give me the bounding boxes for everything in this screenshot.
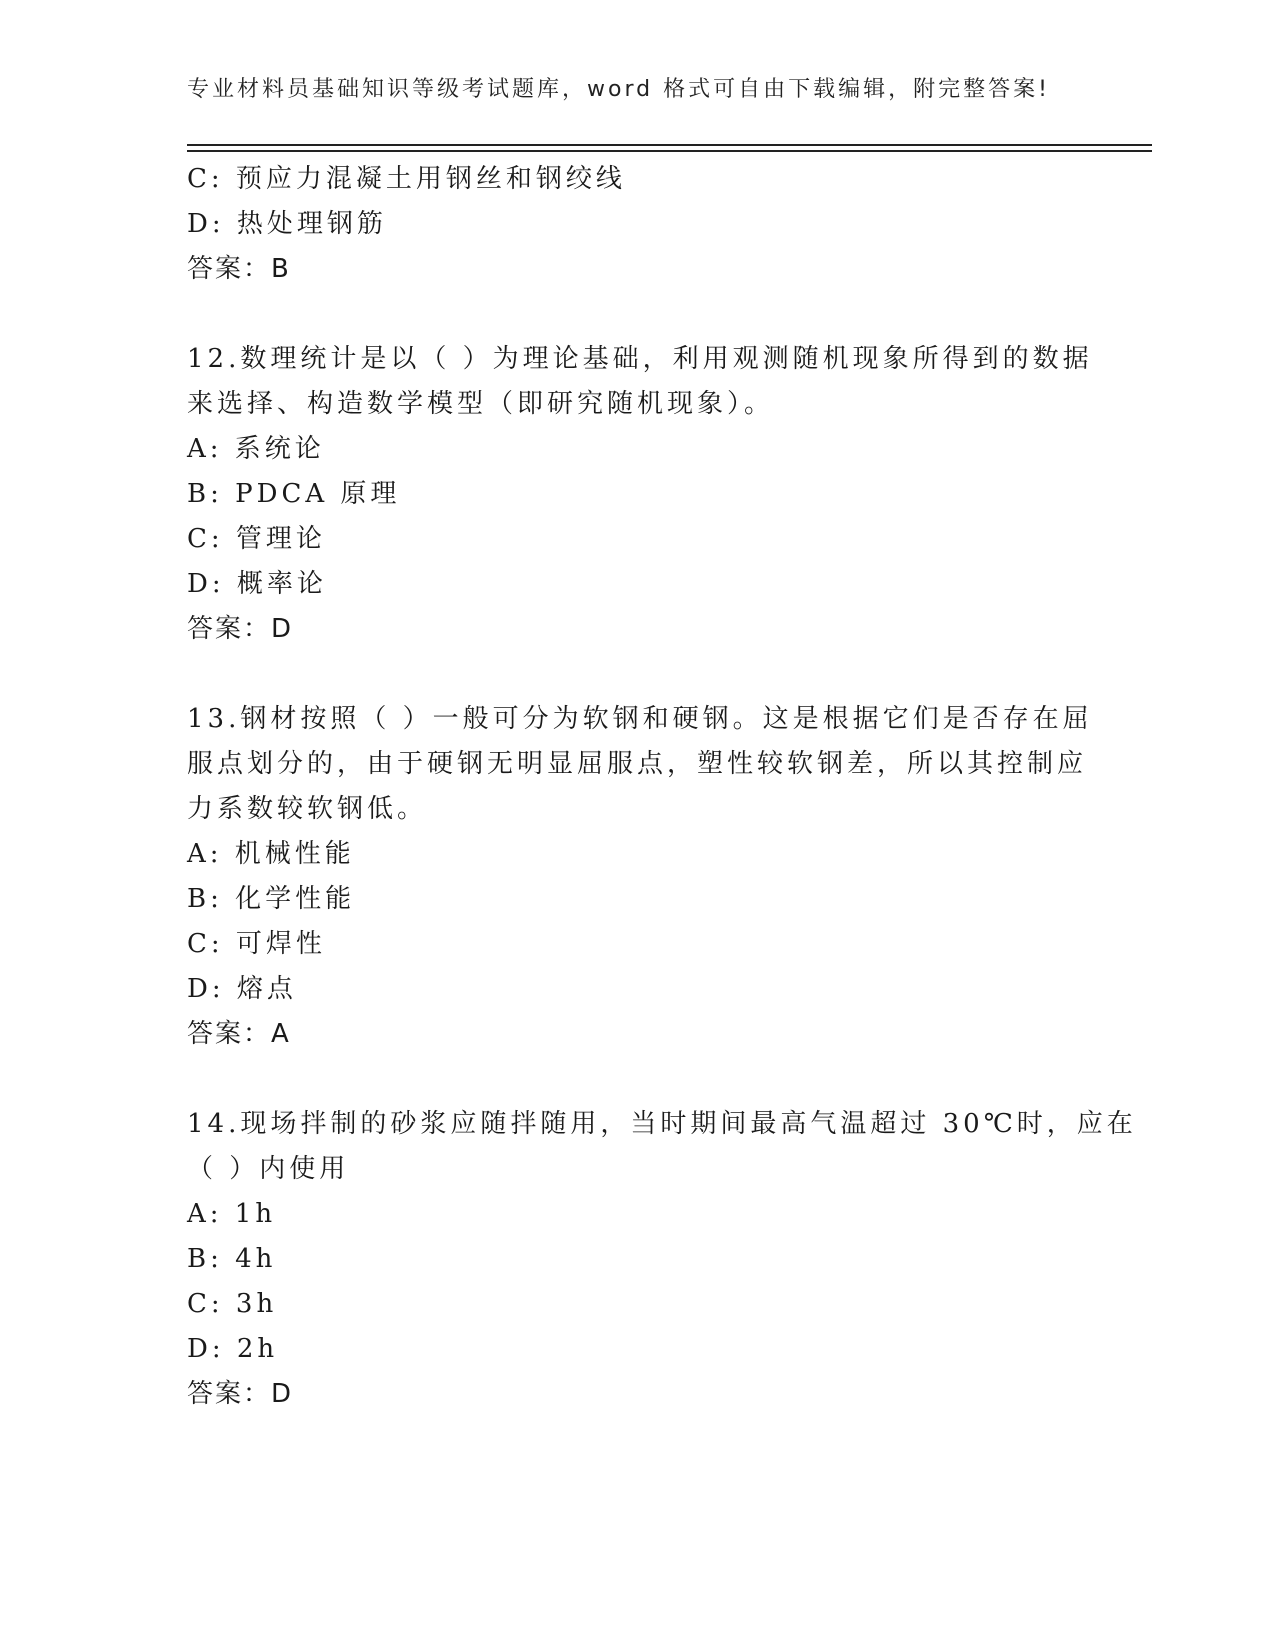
question-list [187, 157, 1137, 1417]
option: A: 系统论 [187, 434, 325, 464]
option: A: 1h [187, 1199, 277, 1229]
question-stem: 服点划分的，由于硬钢无明显屈服点，塑性较软钢差，所以其控制应 [187, 749, 1088, 779]
option: C: 3h [187, 1289, 278, 1319]
question-stem: 力系数较软钢低。 [187, 794, 428, 824]
answer: 答案：D [187, 1379, 294, 1409]
question-stem: 来选择、构造数学模型（即研究随机现象）。 [187, 389, 775, 419]
option: D: 熔点 [187, 974, 297, 1004]
option: C: 管理论 [187, 524, 326, 554]
header-rule-top [187, 144, 1152, 146]
answer: 答案：B [187, 254, 291, 284]
question-14 [187, 1102, 1137, 1417]
question-12 [187, 337, 1093, 652]
spacer [187, 652, 1087, 697]
question-13 [187, 697, 1093, 1057]
option: A: 机械性能 [187, 839, 355, 869]
option: B: PDCA 原理 [187, 479, 401, 509]
header-rule-bottom [187, 150, 1152, 152]
answer: 答案：D [187, 614, 294, 644]
option: D: 概率论 [187, 569, 327, 599]
question-stem: 14.现场拌制的砂浆应随拌随用，当时期间最高气温超过 30℃时，应在 [187, 1109, 1137, 1139]
spacer [187, 1057, 1087, 1102]
answer: 答案：A [187, 1019, 291, 1049]
page-header: 专业材料员基础知识等级考试题库，word 格式可自由下载编辑，附完整答案! [187, 77, 1050, 102]
option: D: 2h [187, 1334, 279, 1364]
option: B: 4h [187, 1244, 277, 1274]
spacer [187, 292, 1087, 337]
option: B: 化学性能 [187, 884, 356, 914]
question-stem: （ ）内使用 [187, 1154, 350, 1184]
option: C: 预应力混凝土用钢丝和钢绞线 [187, 164, 626, 194]
question-stem: 13.钢材按照（ ）一般可分为软钢和硬钢。这是根据它们是否存在屈 [187, 704, 1093, 734]
question-stem: 12.数理统计是以（ ）为理论基础，利用观测随机现象所得到的数据 [187, 344, 1093, 374]
option: D: 热处理钢筋 [187, 209, 387, 239]
carryover-question [187, 157, 1087, 292]
option: C: 可焊性 [187, 929, 326, 959]
